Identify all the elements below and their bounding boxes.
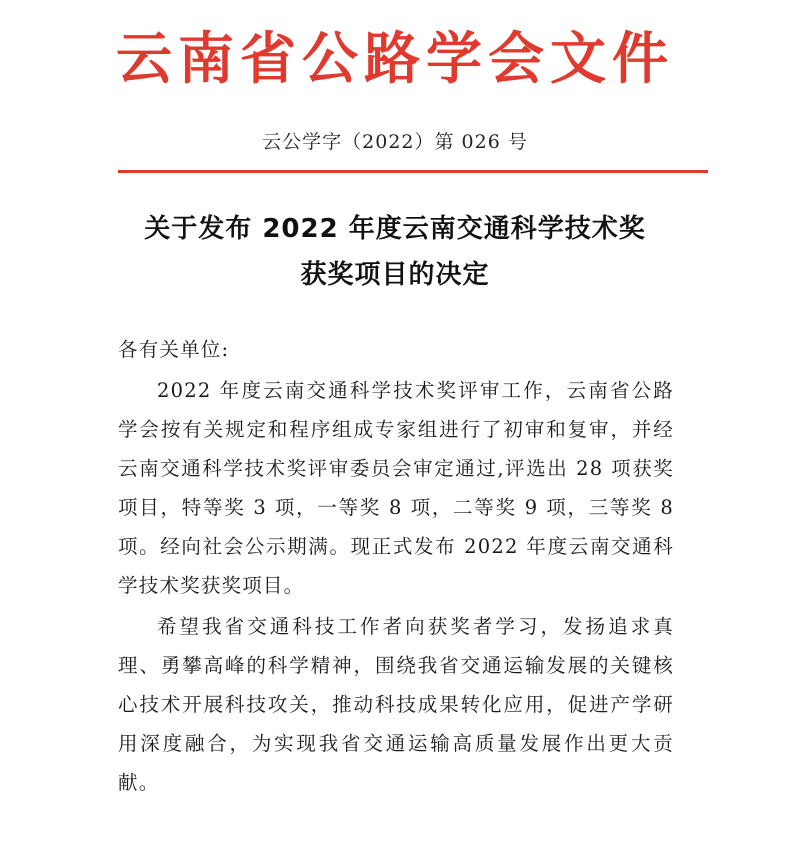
document-masthead: 云南省公路学会文件 [116, 27, 674, 92]
body-paragraph-1: 2022 年度云南交通科学技术奖评审工作，云南省公路学会按有关规定和程序组成专家组进行了初审和复审，并经云南交通科学技术奖评审委员会审定通过,评选出 28 项获奖项目，特等奖 3 项，一等奖 8 项，二等奖 9 项，三等奖 8 项。经向社会公示期满。现正式发布 2022 年度云南交通科学技术奖获奖项目。 [118, 379, 674, 597]
title-line-2: 获奖项目的决定 [300, 260, 490, 290]
header-divider [118, 170, 708, 173]
title-line-1: 关于发布 2022 年度云南交通科学技术奖 [144, 214, 646, 244]
salutation: 各有关单位: [118, 338, 230, 361]
document-body [118, 330, 674, 802]
body-paragraph-2: 希望我省交通科技工作者向获奖者学习，发扬追求真理、勇攀高峰的科学精神，围绕我省交通运输发展的关键核心技术开展科技攻关，推动科技成果转化应用，促进产学研用深度融合，为实现我省交通运输高质量发展作出更大贡献。 [118, 615, 674, 794]
document-number: 云公学字（2022）第 026 号 [262, 131, 528, 153]
document-title [0, 206, 790, 298]
